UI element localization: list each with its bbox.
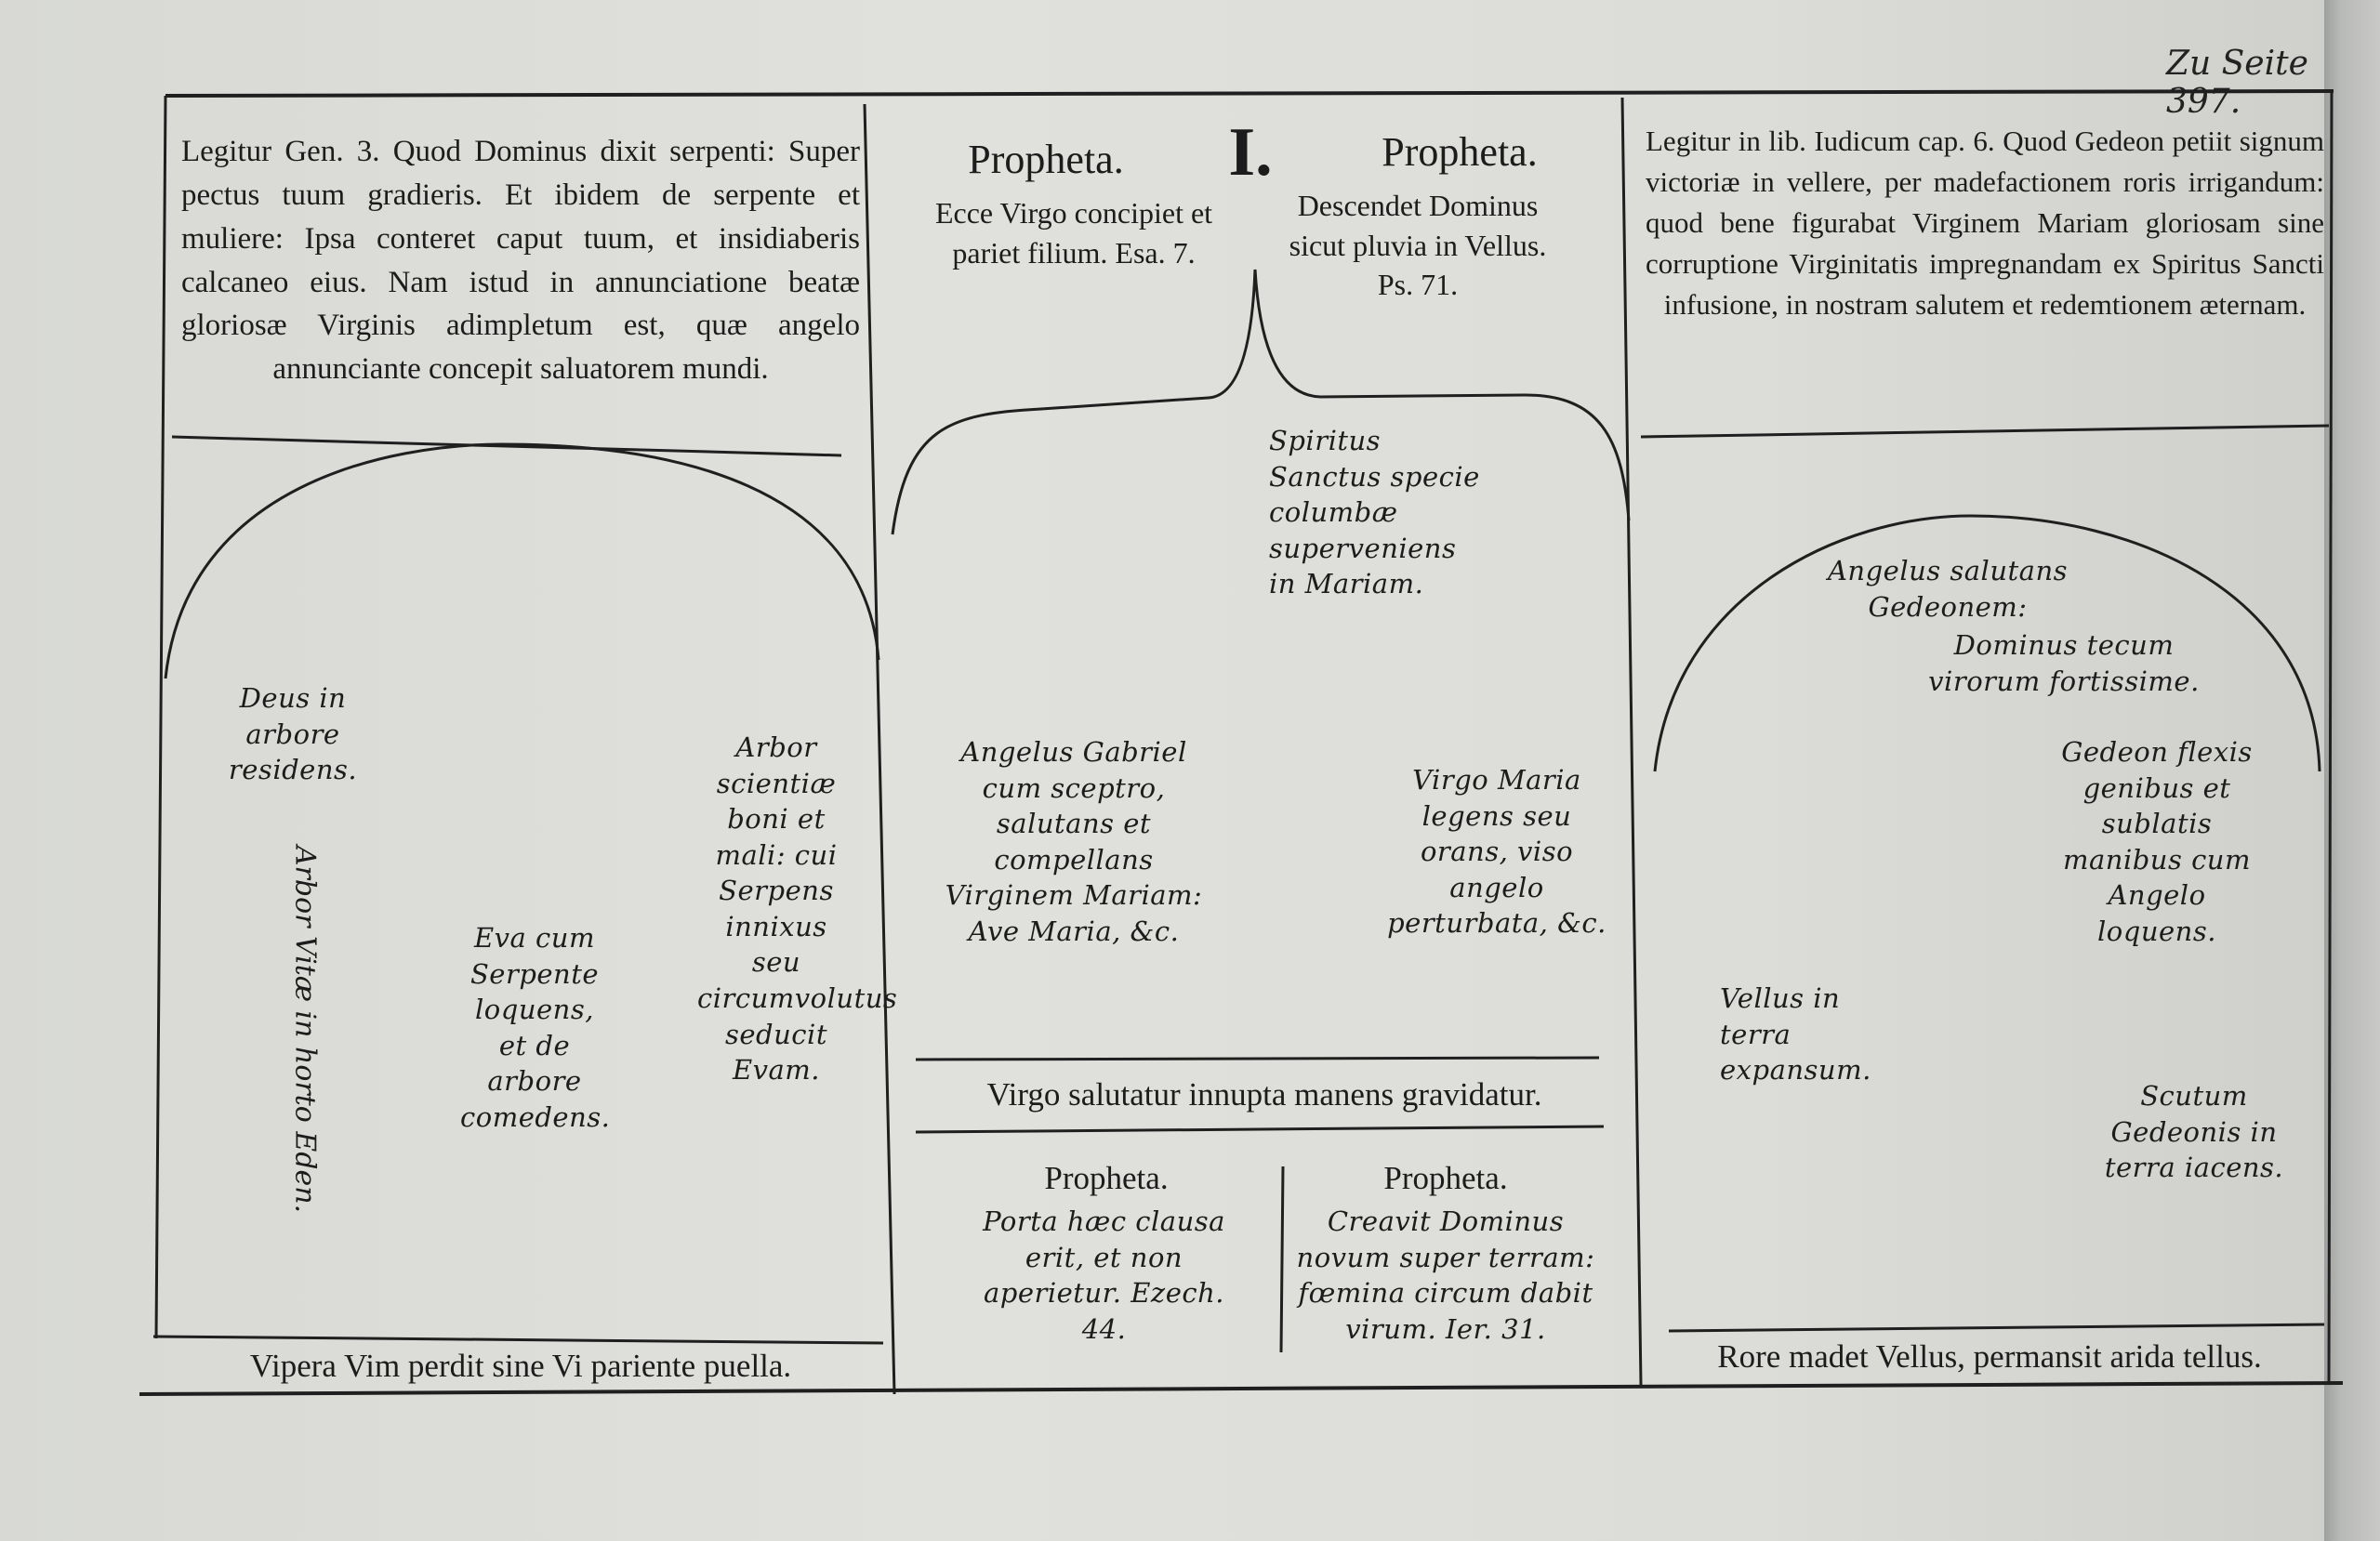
angelus-caption: Angelus salutans Gedeonem:: [1827, 555, 2069, 623]
arbor-scientiae-caption: Arbor scientiæ boni et mali: cui Serpens innixus seu circumvolutus seducit Evam.: [697, 731, 898, 1087]
vellus-caption: Vellus in terra expansum.: [1720, 982, 1871, 1087]
left-top-text: Legitur Gen. 3. Quod Dominus dixit serpenti: Super pectus tuum gradieris. Et ibidem de serpente et muliere: Ipsa conteret caput tuum, et insidiaberis calcaneo eius. Nam istud in annunciatione beatæ gloriosæ Virginis adimpletum est, quæ angelo annunciante concepit saluatorem mundi.: [181, 135, 860, 387]
bottom-right-prophecy: Creavit Dominus novum super terram: fœmina circum dabit virum. Ier. 31.: [1296, 1205, 1595, 1345]
plate-numeral: I.: [1228, 114, 1273, 191]
dominus-caption: Dominus tecum virorum fortissime.: [1928, 629, 2200, 697]
scutum-caption: Scutum Gedeonis in terra iacens.: [2104, 1080, 2284, 1184]
center-right-prophecy: Descendet Dominus sicut pluvia in Vellus. Ps. 71.: [1289, 189, 1547, 302]
center-caption: Virgo salutatur innupta manens gravidatur.: [986, 1076, 1542, 1113]
gedeon-caption: Gedeon flexis genibus et sublatis manibus cum Angelo loquens.: [2061, 736, 2253, 947]
eva-caption: Eva cum Serpente loquens, et de arbore comedens.: [460, 922, 611, 1133]
bottom-left-prophecy: Porta hæc clausa erit, et non aperietur. Ezech. 44.: [983, 1205, 1225, 1345]
right-top-text: Legitur in lib. Iudicum cap. 6. Quod Gedeon petiit signum victoriæ in vellere, per madefactionem roris irrigandum: quod bene figurabat Virginem Mariam gloriosam sine corruptione Virginitatis impregnandam ex Spiritus Sancti infusione, in nostram salutem et redemtionem æternam.: [1646, 125, 2324, 322]
right-caption: Rore madet Vellus, permansit arida tellus.: [1717, 1338, 2262, 1375]
maria-caption: Virgo Maria legens seu orans, viso angelo perturbata, &c.: [1387, 764, 1606, 940]
center-left-heading: Propheta.: [968, 137, 1124, 182]
arbor-vitae-caption: Arbor Vitæ in horto Eden.: [288, 845, 322, 1214]
spiritus-caption: Spiritus Sanctus specie columbæ superveniens in Mariam.: [1269, 425, 1480, 600]
left-caption: Vipera Vim perdit sine Vi pariente puella.: [249, 1348, 792, 1384]
center-right-heading: Propheta.: [1382, 129, 1538, 175]
deus-caption: Deus in arbore residens.: [228, 682, 358, 786]
gabriel-caption: Angelus Gabriel cum sceptro, salutans et compellans Virginem Mariam: Ave Maria, &c.: [945, 736, 1203, 947]
bottom-right-heading: Propheta.: [1383, 1160, 1508, 1196]
page-reference: Zu Seite 397.: [2166, 45, 2308, 121]
center-left-prophecy: Ecce Virgo concipiet et pariet filium. Esa. 7.: [934, 196, 1213, 270]
bottom-left-heading: Propheta.: [1044, 1160, 1169, 1196]
